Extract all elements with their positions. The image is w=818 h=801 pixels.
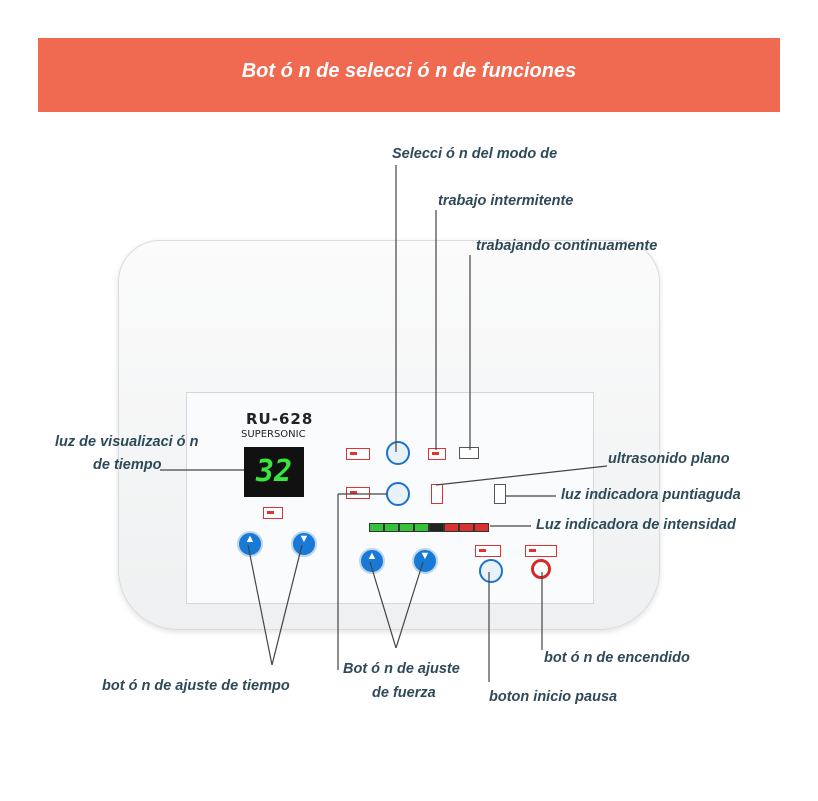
model-name: RU-628	[246, 410, 314, 428]
label-time-adjust: bot ó n de ajuste de tiempo	[102, 678, 290, 694]
arrow-down-icon: ▼	[298, 533, 310, 545]
label-time-display-1: luz de visualizaci ó n	[55, 434, 199, 450]
label-start-pause: boton inicio pausa	[489, 689, 618, 705]
label-force-adjust-2: de fuerza	[372, 685, 436, 701]
label-power-button: bot ó n de encendido	[544, 650, 690, 666]
arrow-up-icon: ▲	[366, 550, 378, 562]
label-intermittent: trabajo intermitente	[438, 193, 574, 209]
arrow-up-icon: ▲	[244, 533, 256, 545]
model-subtitle: SUPERSONIC	[241, 429, 306, 440]
label-intensity-indicator: Luz indicadora de intensidad	[536, 517, 736, 533]
label-force-adjust-1: Bot ó n de ajuste	[343, 661, 460, 677]
arrow-down-icon: ▼	[419, 550, 431, 562]
label-continuous: trabajando continuamente	[476, 238, 658, 254]
time-display: 32	[244, 447, 304, 497]
label-time-display-2: de tiempo	[93, 457, 162, 473]
label-mode-selection: Selecci ó n del modo de	[392, 146, 558, 162]
banner-title: Bot ó n de selecci ó n de funciones	[241, 60, 577, 82]
label-flat-ultrasound: ultrasonido plano	[608, 451, 730, 467]
label-pointed-indicator: luz indicadora puntiaguda	[561, 487, 741, 503]
